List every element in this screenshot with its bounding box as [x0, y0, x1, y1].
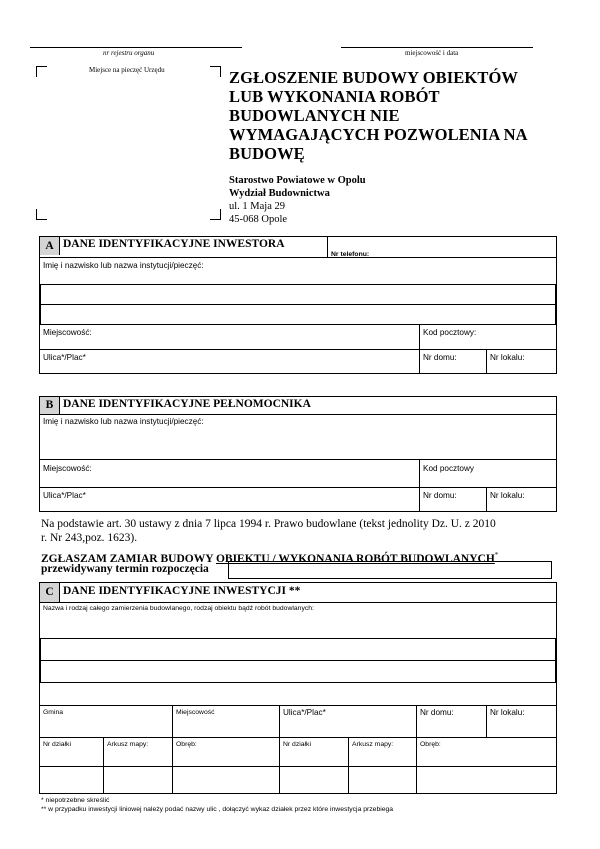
investor-street-label: Ulica*/Plac* [43, 353, 86, 362]
divider [40, 257, 556, 258]
divider [486, 349, 487, 373]
section-b-title: DANE IDENTYFIKACYJNE PEŁNOMOCNIKA [63, 398, 311, 410]
phone-label: Nr telefonu: [331, 251, 370, 258]
footnote-2: ** w przypadku inwestycji liniowej należy podać nazwy ulic , dołączyć wykaz działek przez które inwestycja przebiega [41, 806, 394, 813]
legal-line-2: r. Nr 243,poz. 1623). [41, 532, 138, 544]
title-line-5: BUDOWĘ [229, 144, 305, 163]
section-c-title: DANE IDENTYFIKACYJNE INWESTYCJI ** [63, 585, 301, 597]
proxy-house-label: Nr domu: [423, 491, 457, 500]
divider [40, 705, 556, 706]
investment-desc-label: Nazwa i rodzaj całego zamierzenia budowlanego, rodzaj obiektu bądź robót budowlanych: [43, 605, 314, 612]
stamp-label: Miejsce na pieczęć Urzędu [89, 66, 165, 74]
divider [486, 487, 487, 511]
map-label-1: Arkusz mapy: [107, 741, 149, 748]
map-label-2: Arkusz mapy: [352, 741, 394, 748]
section-a-title: DANE IDENTYFIKACYJNE INWESTORA [63, 238, 285, 250]
divider [279, 737, 280, 793]
divider [348, 737, 349, 793]
investment-desc-field-2[interactable] [40, 660, 556, 683]
title-line-3: BUDOWLANYCH NIE [229, 106, 400, 125]
proxy-city-label: Miejscowość: [43, 464, 92, 473]
divider [172, 705, 173, 737]
investment-desc-field-1[interactable] [40, 638, 556, 661]
title-line-1: ZGŁOSZENIE BUDOWY OBIEKTÓW [229, 68, 518, 87]
gmina-label: Gmina [43, 709, 64, 716]
registry-line [30, 47, 242, 48]
title-line-4: WYMAGAJĄCYCH POZWOLENIA NA [229, 125, 528, 144]
stamp-corner-tr [210, 66, 221, 77]
office-name: Starostwo Powiatowe w Opolu [229, 175, 366, 186]
page-title [229, 68, 559, 163]
precinct-label-2: Obręb: [420, 741, 441, 748]
stamp-corner-bl [36, 209, 47, 220]
divider [486, 705, 487, 737]
investment-flat-label: Nr lokalu: [490, 708, 525, 717]
investor-name-label: Imię i nazwisko lub nazwa instytucji/pieczęć: [43, 261, 204, 270]
section-c [39, 582, 557, 794]
stamp-corner-tl [36, 66, 47, 77]
investor-city-label: Miejscowość: [43, 328, 92, 337]
section-c-letter: C [40, 583, 60, 602]
investor-name-field-2[interactable] [40, 304, 556, 325]
legal-line-1: Na podstawie art. 30 ustawy z dnia 7 lipca 1994 r. Prawo budowlane (tekst jednolity Dz. U. z 2010 [41, 518, 496, 530]
divider [40, 459, 556, 460]
divider [172, 737, 173, 793]
investor-house-label: Nr domu: [423, 353, 457, 362]
divider [416, 705, 417, 737]
proxy-flat-label: Nr lokalu: [490, 491, 525, 500]
investor-flat-label: Nr lokalu: [490, 353, 525, 362]
plot-label-1: Nr działki [43, 741, 71, 748]
investment-city-label: Miejscowość [176, 709, 215, 716]
office-street: ul. 1 Maja 29 [229, 201, 285, 212]
divider [279, 705, 280, 737]
divider [416, 737, 417, 793]
section-a-letter: A [40, 237, 60, 255]
section-b-letter: B [40, 397, 60, 414]
proxy-street-label: Ulica*/Plac* [43, 491, 86, 500]
declaration-choice: OBIEKTU / WYKONANIA ROBÓT BUDOWLANYCH [215, 552, 495, 565]
divider [40, 487, 556, 488]
plot-label-2: Nr działki [283, 741, 311, 748]
office-department: Wydział Budownictwa [229, 188, 330, 199]
divider [327, 237, 328, 257]
divider [40, 414, 556, 415]
divider [40, 737, 556, 738]
divider [40, 766, 556, 767]
investor-name-field[interactable] [40, 284, 556, 305]
declaration-mark: * [494, 551, 499, 559]
divider [40, 602, 556, 603]
place-date-line [341, 47, 533, 48]
office-postal: 45-068 Opole [229, 214, 288, 225]
place-date-label: miejscowość i data [405, 49, 459, 57]
title-line-2: LUB WYKONANIA ROBÓT [229, 87, 440, 106]
start-date-field[interactable] [228, 561, 552, 579]
declaration-prefix: ZGŁASZAM ZAMIAR BUDOWY [41, 552, 216, 565]
divider [40, 349, 556, 350]
investor-postal-label: Kod pocztowy: [423, 328, 477, 337]
stamp-corner-br [210, 209, 221, 220]
divider [419, 459, 420, 511]
office-address [229, 174, 366, 226]
precinct-label-1: Obręb: [176, 741, 197, 748]
proxy-name-label: Imię i nazwisko lub nazwa instytucji/pieczęć: [43, 417, 204, 426]
investment-house-label: Nr domu: [420, 708, 454, 717]
footnote-1: * niepotrzebne skreślić [41, 797, 110, 804]
investment-street-label: Ulica*/Plac* [283, 708, 326, 717]
divider [103, 737, 104, 793]
proxy-postal-label: Kod pocztowy [423, 464, 474, 473]
start-date-label: przewidywany termin rozpoczęcia [41, 563, 209, 575]
registry-label: nr rejestru organu [103, 49, 155, 57]
